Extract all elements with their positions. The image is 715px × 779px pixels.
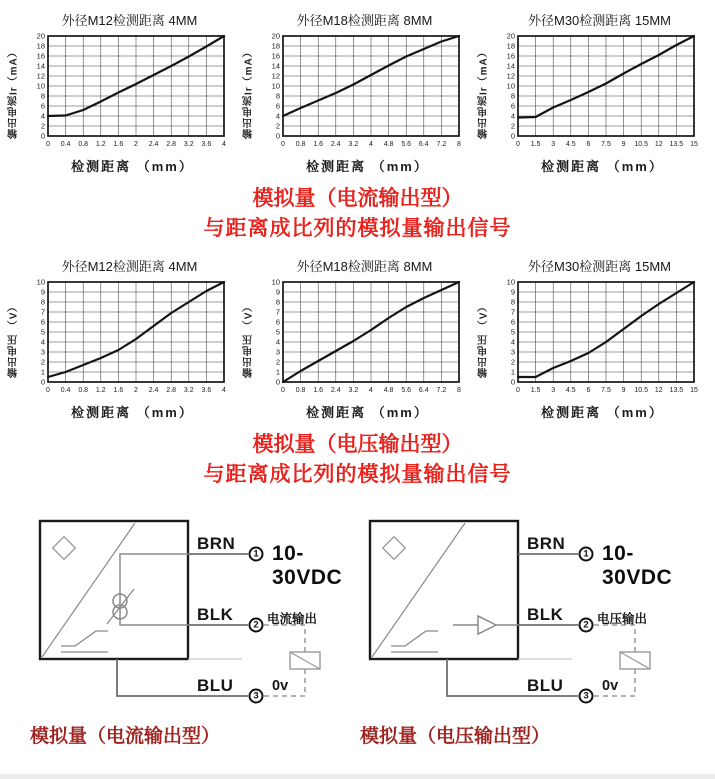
svg-text:3.6: 3.6 — [201, 141, 212, 148]
svg-text:4: 4 — [222, 141, 226, 148]
svg-text:0.8: 0.8 — [78, 387, 89, 394]
chart-m30-voltage — [476, 256, 709, 421]
svg-text:1.2: 1.2 — [95, 141, 106, 148]
svg-text:1.5: 1.5 — [530, 141, 541, 148]
svg-text:4: 4 — [275, 337, 280, 347]
svg-text:8: 8 — [457, 141, 461, 148]
x-axis-label: 检测距离 （mm） — [306, 405, 429, 420]
dashed-load-line — [264, 625, 305, 652]
svg-text:5.6: 5.6 — [401, 141, 412, 148]
svg-text:5: 5 — [275, 327, 280, 337]
svg-text:5: 5 — [40, 327, 45, 337]
y-axis-label: 输出电压 （V） — [8, 300, 20, 378]
svg-text:4: 4 — [40, 337, 45, 347]
chart-m12-voltage — [6, 256, 239, 421]
svg-text:12: 12 — [271, 71, 280, 81]
svg-text:13.5: 13.5 — [669, 387, 684, 394]
caption-line2: 与距离成比列的模拟量输出信号 — [203, 217, 512, 240]
caption-line1: 模拟量（电流输出型） — [252, 187, 463, 210]
y-axis-label: 输出电流Ir（mA） — [478, 46, 490, 140]
svg-text:1.6: 1.6 — [313, 387, 324, 394]
svg-text:3.2: 3.2 — [183, 387, 194, 394]
caption-current-output — [0, 184, 715, 244]
svg-text:4.5: 4.5 — [565, 141, 576, 148]
svg-text:12: 12 — [654, 141, 663, 148]
svg-text:8: 8 — [275, 297, 280, 307]
svg-text:0: 0 — [46, 387, 50, 394]
svg-text:1.2: 1.2 — [95, 387, 106, 394]
svg-text:3.2: 3.2 — [183, 141, 194, 148]
svg-text:6: 6 — [275, 101, 280, 111]
wiring-diagram-current — [20, 506, 350, 751]
svg-text:10: 10 — [506, 81, 515, 91]
x-axis-label: 检测距离 （mm） — [541, 405, 664, 420]
svg-text:3: 3 — [551, 141, 556, 148]
svg-text:2: 2 — [275, 121, 280, 131]
svg-text:0.4: 0.4 — [60, 387, 71, 394]
output-type-label: 电流输出 — [267, 612, 318, 626]
output-type-label: 电压输出 — [597, 612, 648, 626]
svg-text:3: 3 — [275, 347, 280, 357]
svg-text:0: 0 — [46, 141, 50, 148]
svg-text:3: 3 — [40, 347, 45, 357]
sensor-box — [40, 521, 188, 659]
svg-text:7.2: 7.2 — [436, 141, 447, 148]
svg-text:3.6: 3.6 — [201, 387, 212, 394]
svg-text:1.6: 1.6 — [313, 141, 324, 148]
svg-text:10: 10 — [271, 277, 280, 287]
pin-1-icon: 1 — [579, 547, 594, 562]
chart-plot — [22, 277, 232, 401]
sensing-face-diamond-icon — [53, 537, 76, 560]
svg-text:2: 2 — [275, 357, 280, 367]
svg-text:1: 1 — [275, 367, 280, 377]
svg-text:12: 12 — [36, 71, 45, 81]
svg-text:6.4: 6.4 — [418, 141, 429, 148]
dashed-load-line — [594, 625, 635, 652]
wire-label-brn: BRN — [527, 534, 566, 553]
svg-text:16: 16 — [271, 51, 280, 61]
svg-text:4: 4 — [510, 111, 515, 121]
svg-text:20: 20 — [506, 31, 515, 41]
pin-1-icon: 1 — [249, 547, 264, 562]
pin-3-icon: 3 — [579, 689, 594, 704]
svg-text:9: 9 — [510, 287, 515, 297]
chart-plot — [492, 277, 702, 401]
svg-text:2.8: 2.8 — [166, 387, 177, 394]
svg-text:0: 0 — [275, 131, 280, 141]
svg-text:8: 8 — [40, 91, 45, 101]
svg-text:7.5: 7.5 — [601, 141, 611, 148]
svg-text:4: 4 — [275, 111, 280, 121]
x-axis-label: 检测距离 （mm） — [71, 159, 194, 174]
svg-text:7: 7 — [40, 307, 45, 317]
svg-text:5: 5 — [510, 327, 515, 337]
svg-text:9: 9 — [40, 287, 45, 297]
diagram-caption: 模拟量（电压输出型） — [360, 726, 551, 747]
svg-text:5.6: 5.6 — [401, 387, 412, 394]
svg-text:0: 0 — [510, 377, 515, 387]
page-bottom-divider — [0, 774, 715, 779]
svg-text:2.4: 2.4 — [330, 141, 341, 148]
svg-text:4.5: 4.5 — [565, 387, 576, 394]
y-axis-label: 输出电压 （V） — [243, 300, 255, 378]
svg-text:10: 10 — [271, 81, 280, 91]
svg-text:0: 0 — [281, 141, 285, 148]
current-charts-row — [0, 0, 715, 175]
chart-title: 外径M12检测距离 4MM — [61, 13, 198, 28]
svg-text:18: 18 — [36, 41, 45, 51]
svg-text:6.4: 6.4 — [418, 387, 429, 394]
svg-text:14: 14 — [271, 61, 280, 71]
svg-text:7: 7 — [510, 307, 515, 317]
svg-text:2: 2 — [134, 141, 138, 148]
chart-m30-current — [476, 10, 709, 175]
svg-text:0: 0 — [281, 387, 285, 394]
svg-text:4.8: 4.8 — [383, 141, 394, 148]
svg-text:4.8: 4.8 — [383, 387, 394, 394]
svg-text:0: 0 — [510, 131, 515, 141]
svg-text:2.4: 2.4 — [330, 387, 341, 394]
power-supply-label: 10-30VDC — [272, 542, 343, 589]
svg-text:2: 2 — [40, 121, 45, 131]
svg-text:6: 6 — [586, 387, 591, 394]
svg-text:9: 9 — [621, 387, 626, 394]
svg-text:1.6: 1.6 — [113, 387, 124, 394]
svg-text:2: 2 — [510, 357, 515, 367]
svg-text:4: 4 — [222, 387, 226, 394]
svg-text:0: 0 — [516, 141, 520, 148]
svg-text:15: 15 — [690, 387, 698, 394]
svg-text:0: 0 — [40, 131, 45, 141]
caption-voltage-output — [0, 430, 715, 490]
svg-text:10.5: 10.5 — [634, 141, 649, 148]
svg-text:2.4: 2.4 — [148, 387, 159, 394]
svg-text:7.2: 7.2 — [436, 387, 447, 394]
pin-3-icon: 3 — [249, 689, 264, 704]
svg-text:20: 20 — [36, 31, 45, 41]
wire-label-blk: BLK — [197, 605, 234, 624]
svg-text:6: 6 — [40, 317, 45, 327]
svg-text:3.2: 3.2 — [348, 387, 359, 394]
svg-text:18: 18 — [271, 41, 280, 51]
power-supply-label: 10-30VDC — [602, 542, 673, 589]
svg-text:3.2: 3.2 — [348, 141, 359, 148]
wire-label-blu: BLU — [197, 676, 234, 695]
internal-circuit-path — [120, 554, 188, 625]
svg-text:1.6: 1.6 — [113, 141, 124, 148]
svg-text:4: 4 — [40, 111, 45, 121]
svg-text:14: 14 — [506, 61, 515, 71]
chart-title: 外径M30检测距离 15MM — [527, 13, 672, 28]
chart-plot — [257, 277, 467, 401]
svg-text:8: 8 — [457, 387, 461, 394]
chart-m12-current — [6, 10, 239, 175]
y-axis-label: 输出电压 （V） — [478, 300, 490, 378]
svg-text:2.8: 2.8 — [166, 141, 177, 148]
x-axis-label: 检测距离 （mm） — [306, 159, 429, 174]
svg-text:9: 9 — [621, 141, 626, 148]
wiring-diagrams-row — [0, 506, 715, 751]
svg-text:0.4: 0.4 — [60, 141, 71, 148]
svg-text:0: 0 — [40, 377, 45, 387]
sensor-box — [370, 521, 518, 659]
svg-text:6: 6 — [40, 101, 45, 111]
svg-text:10.5: 10.5 — [634, 387, 649, 394]
svg-text:8: 8 — [510, 91, 515, 101]
svg-text:1: 1 — [510, 367, 515, 377]
svg-text:12: 12 — [506, 71, 515, 81]
svg-text:16: 16 — [506, 51, 515, 61]
x-axis-label: 检测距离 （mm） — [71, 405, 194, 420]
chart-m18-voltage — [241, 256, 474, 421]
svg-text:15: 15 — [690, 141, 698, 148]
svg-text:0.8: 0.8 — [295, 387, 306, 394]
chart-plot — [492, 31, 702, 155]
svg-text:8: 8 — [275, 91, 280, 101]
svg-text:13.5: 13.5 — [669, 141, 684, 148]
zero-volt-label: 0v — [602, 678, 619, 694]
wire-label-blu: BLU — [527, 676, 564, 695]
ramp-signal-icon — [391, 631, 438, 646]
svg-text:2: 2 — [134, 387, 138, 394]
svg-text:8: 8 — [510, 297, 515, 307]
voltage-amplifier-icon — [478, 616, 496, 634]
svg-text:0: 0 — [516, 387, 520, 394]
chart-title: 外径M30检测距离 15MM — [527, 259, 672, 274]
pin-2-icon: 2 — [579, 618, 594, 633]
svg-text:2: 2 — [510, 121, 515, 131]
svg-text:18: 18 — [506, 41, 515, 51]
caption-line1: 模拟量（电压输出型） — [252, 433, 463, 456]
svg-text:0.8: 0.8 — [295, 141, 306, 148]
chart-title: 外径M18检测距离 8MM — [296, 13, 433, 28]
svg-text:2.4: 2.4 — [148, 141, 159, 148]
svg-text:7: 7 — [275, 307, 280, 317]
svg-text:10: 10 — [36, 81, 45, 91]
y-axis-label: 输出电流Ir（mA） — [243, 46, 255, 140]
svg-text:7.5: 7.5 — [601, 387, 611, 394]
chart-title: 外径M18检测距离 8MM — [296, 259, 433, 274]
voltage-charts-row — [0, 244, 715, 421]
chart-title: 外径M12检测距离 4MM — [61, 259, 198, 274]
svg-text:14: 14 — [36, 61, 45, 71]
caption-line2: 与距离成比列的模拟量输出信号 — [203, 463, 512, 486]
svg-text:0: 0 — [275, 377, 280, 387]
sensing-face-diamond-icon — [383, 537, 406, 560]
svg-text:10: 10 — [36, 277, 45, 287]
wire-label-brn: BRN — [197, 534, 236, 553]
svg-text:20: 20 — [271, 31, 280, 41]
chart-plot — [257, 31, 467, 155]
chart-plot — [22, 31, 232, 155]
svg-text:6: 6 — [510, 101, 515, 111]
wiring-diagram-voltage — [350, 506, 695, 751]
pin-2-icon: 2 — [249, 618, 264, 633]
svg-text:4: 4 — [369, 141, 373, 148]
zero-volt-label: 0v — [272, 678, 289, 694]
svg-text:3: 3 — [510, 347, 515, 357]
svg-text:1.5: 1.5 — [530, 387, 541, 394]
svg-text:0.8: 0.8 — [78, 141, 89, 148]
svg-text:16: 16 — [36, 51, 45, 61]
svg-text:4: 4 — [369, 387, 373, 394]
svg-text:9: 9 — [275, 287, 280, 297]
chart-m18-current — [241, 10, 474, 175]
wire-label-blk: BLK — [527, 605, 564, 624]
x-axis-label: 检测距离 （mm） — [541, 159, 664, 174]
svg-text:3: 3 — [551, 387, 556, 394]
svg-text:4: 4 — [510, 337, 515, 347]
svg-text:6: 6 — [510, 317, 515, 327]
svg-text:6: 6 — [275, 317, 280, 327]
svg-text:1: 1 — [40, 367, 45, 377]
ramp-signal-icon — [61, 631, 108, 646]
svg-text:8: 8 — [40, 297, 45, 307]
svg-text:12: 12 — [654, 387, 663, 394]
svg-text:2: 2 — [40, 357, 45, 367]
y-axis-label: 输出电流Ir（mA） — [8, 46, 20, 140]
svg-text:6: 6 — [586, 141, 591, 148]
svg-text:10: 10 — [506, 277, 515, 287]
diagram-caption: 模拟量（电流输出型） — [30, 726, 221, 747]
